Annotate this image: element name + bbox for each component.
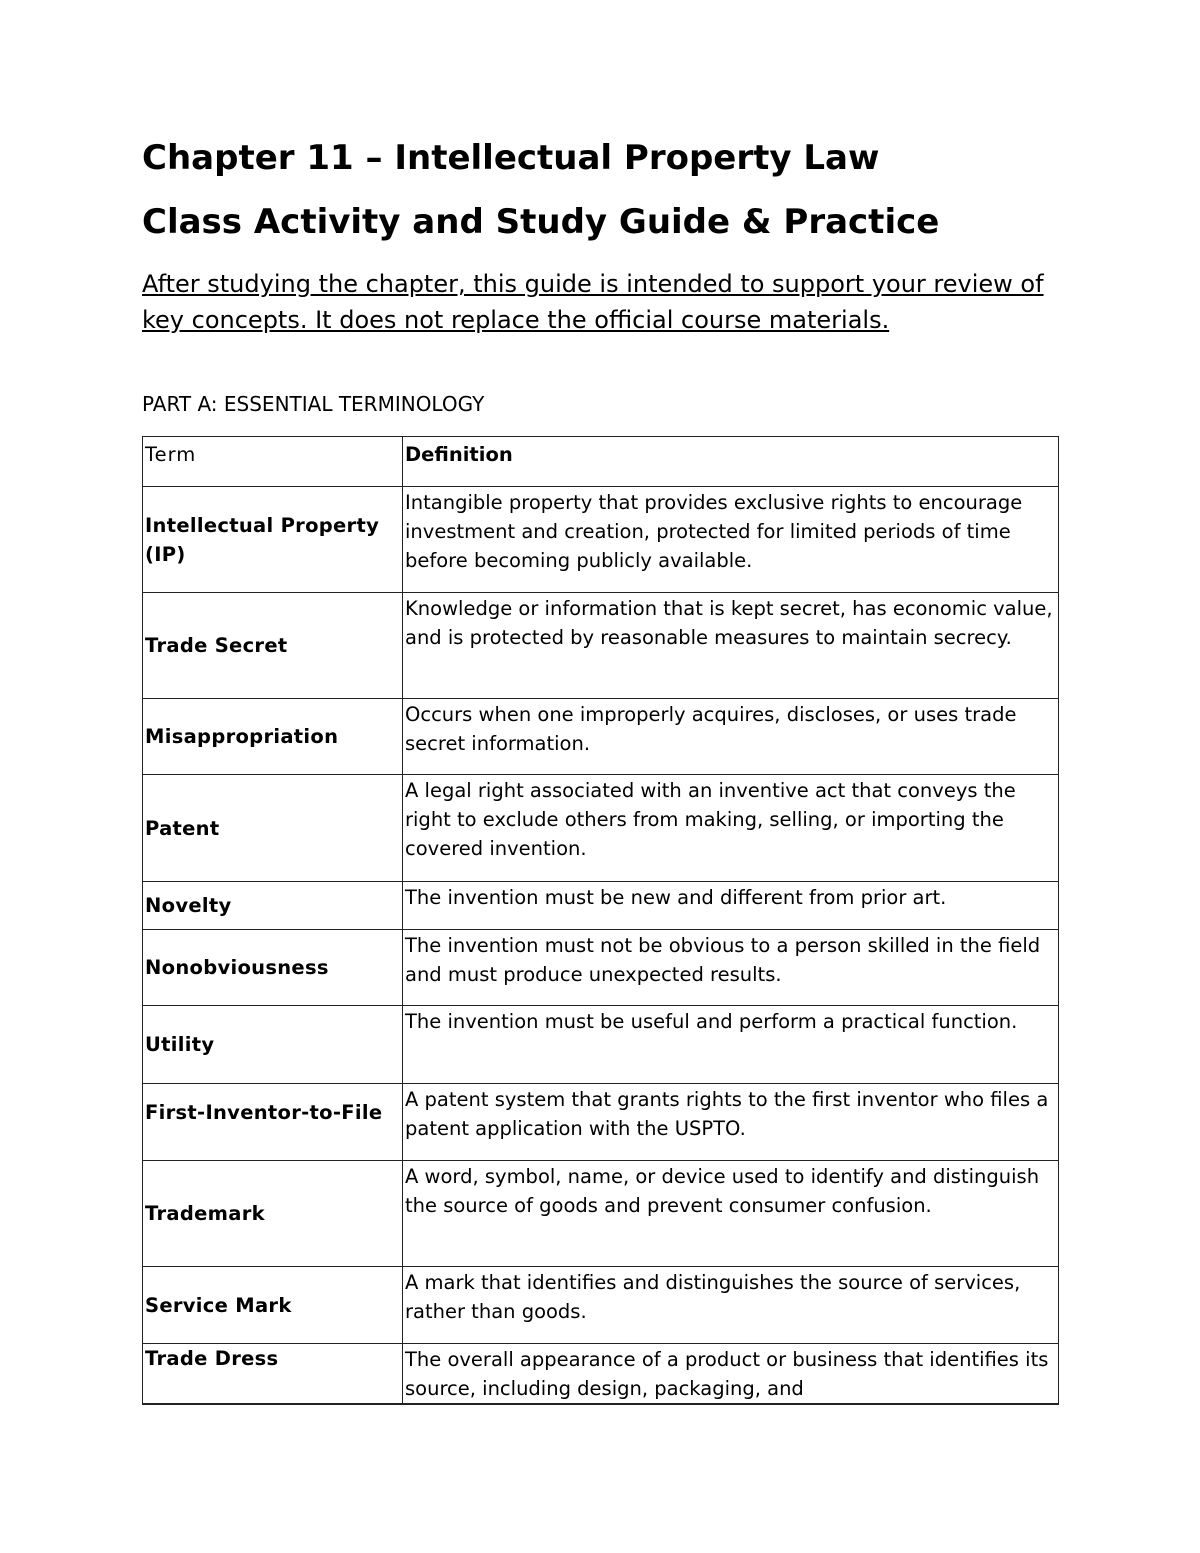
definition-cell: A patent system that grants rights to the first inventor who files a patent application with the USPTO. bbox=[403, 1084, 1059, 1161]
table-row bbox=[143, 775, 1059, 882]
definition-cell: A mark that identifies and distinguishes the source of services, rather than goods. bbox=[403, 1267, 1059, 1344]
table-row bbox=[143, 1344, 1059, 1405]
term-cell: Service Mark bbox=[143, 1267, 403, 1344]
section-heading: PART A: ESSENTIAL TERMINOLOGY bbox=[142, 392, 485, 416]
intro-text: After studying the chapter, this guide is intended to support your review of key concepts. It does not replace the official course materials. bbox=[142, 270, 1044, 334]
definition-cell: The invention must be new and different from prior art. bbox=[403, 882, 1059, 930]
term-cell: Trademark bbox=[143, 1161, 403, 1267]
definition-cell: Knowledge or information that is kept secret, has economic value, and is protected by reasonable measures to maintain secrecy. bbox=[403, 593, 1059, 699]
term-cell: Misappropriation bbox=[143, 699, 403, 775]
page-subtitle: Class Activity and Study Guide & Practice bbox=[142, 202, 940, 242]
table-header-row bbox=[143, 437, 1059, 487]
definition-cell: A word, symbol, name, or device used to identify and distinguish the source of goods and prevent consumer confusion. bbox=[403, 1161, 1059, 1267]
table-row bbox=[143, 1161, 1059, 1267]
term-cell: Intellectual Property (IP) bbox=[143, 487, 403, 593]
page-title: Chapter 11 – Intellectual Property Law bbox=[142, 138, 880, 178]
term-cell: Nonobviousness bbox=[143, 930, 403, 1006]
term-cell: Novelty bbox=[143, 882, 403, 930]
table-row bbox=[143, 487, 1059, 593]
terminology-table bbox=[142, 436, 1059, 1405]
table-row bbox=[143, 699, 1059, 775]
term-cell: Trade Dress bbox=[143, 1344, 403, 1405]
term-cell: Utility bbox=[143, 1006, 403, 1084]
definition-cell: The invention must not be obvious to a person skilled in the field and must produce unexpected results. bbox=[403, 930, 1059, 1006]
definition-cell: The invention must be useful and perform a practical function. bbox=[403, 1006, 1059, 1084]
term-cell: Trade Secret bbox=[143, 593, 403, 699]
definition-cell: A legal right associated with an inventive act that conveys the right to exclude others from making, selling, or importing the covered invention. bbox=[403, 775, 1059, 882]
term-cell: Patent bbox=[143, 775, 403, 882]
table-row bbox=[143, 1267, 1059, 1344]
table-row bbox=[143, 1006, 1059, 1084]
definition-cell: The overall appearance of a product or business that identifies its source, including design, packaging, and bbox=[403, 1344, 1059, 1405]
table-row bbox=[143, 882, 1059, 930]
header-term: Term bbox=[143, 437, 403, 487]
table-row bbox=[143, 930, 1059, 1006]
table-row bbox=[143, 1084, 1059, 1161]
definition-cell: Intangible property that provides exclusive rights to encourage investment and creation, protected for limited periods of time before becoming publicly available. bbox=[403, 487, 1059, 593]
term-cell: First-Inventor-to-File bbox=[143, 1084, 403, 1161]
header-definition: Definition bbox=[403, 437, 1059, 487]
table-row bbox=[143, 593, 1059, 699]
definition-cell: Occurs when one improperly acquires, discloses, or uses trade secret information. bbox=[403, 699, 1059, 775]
